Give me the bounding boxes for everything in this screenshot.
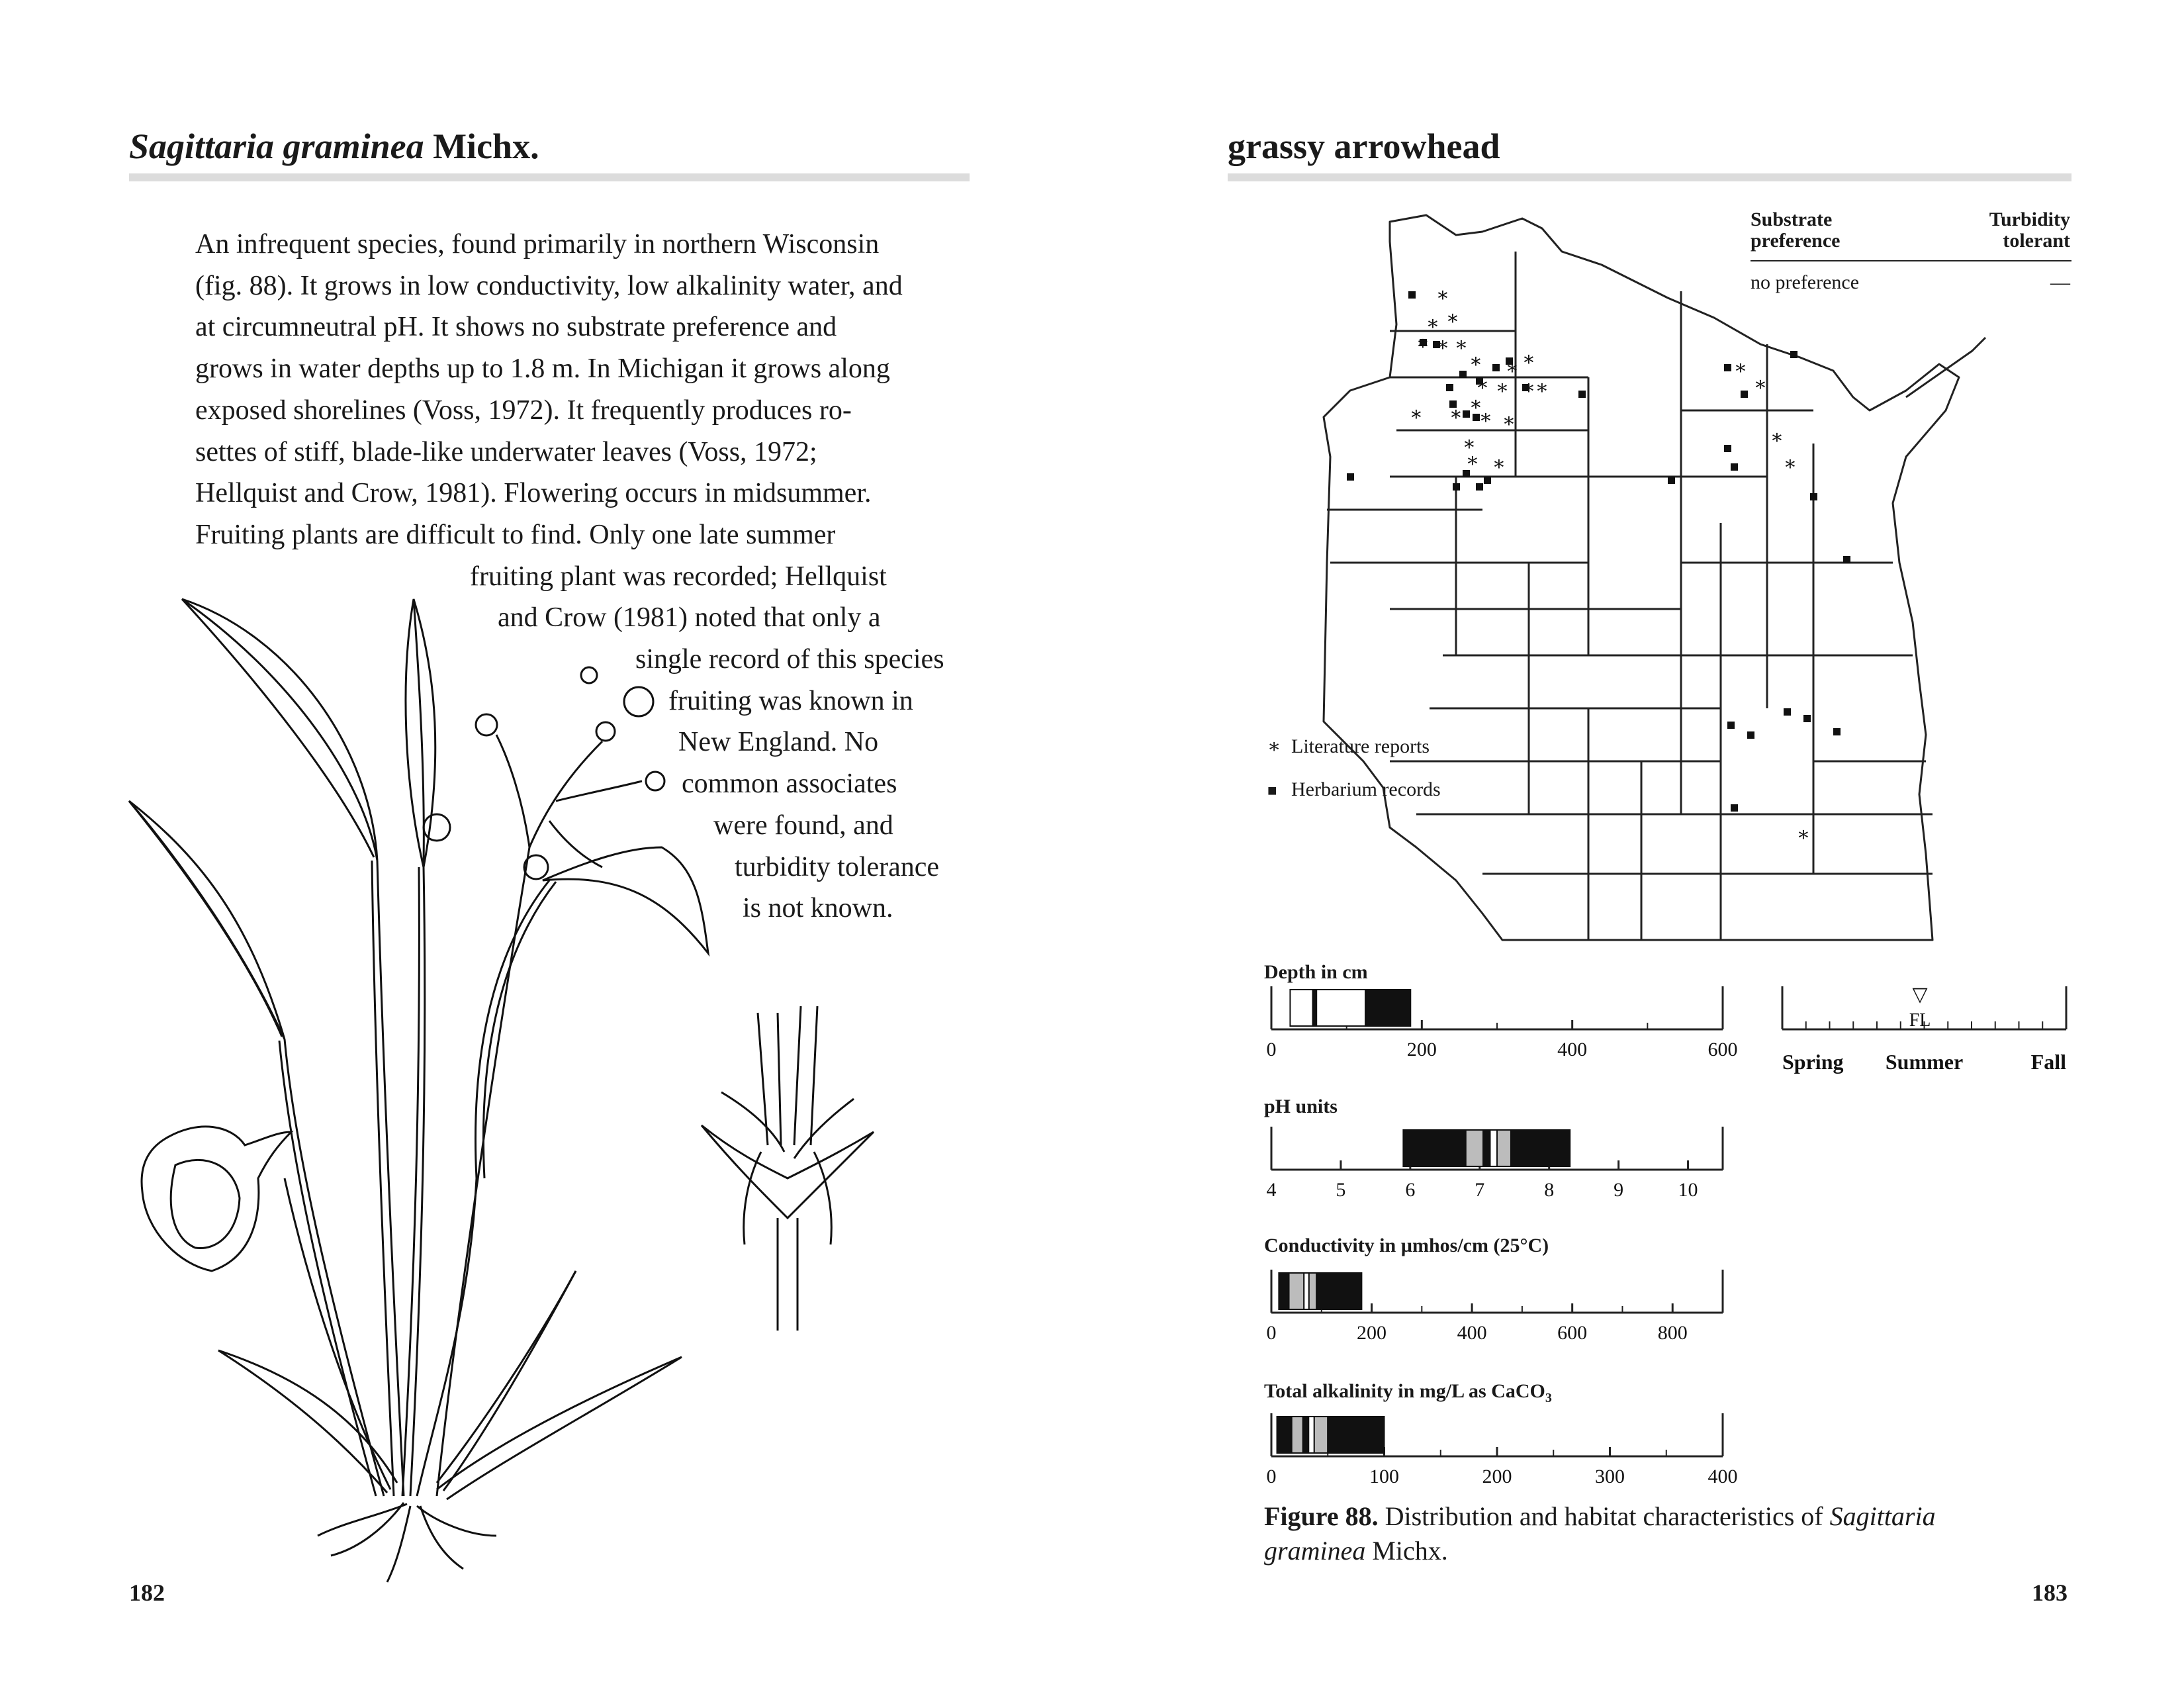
alkalinity-bar-segment [1328,1417,1384,1453]
caption-figure-number: Figure 88. [1264,1501,1379,1531]
alkalinity-tick-label: 100 [1369,1466,1399,1487]
svg-text:∗: ∗ [1469,350,1483,372]
svg-text:∗: ∗ [1492,453,1506,475]
alkalinity-tick-label: 0 [1266,1466,1277,1487]
svg-text:∗: ∗ [1469,393,1483,415]
ph-tick-label: 5 [1336,1179,1346,1201]
ph-tick-label: 8 [1544,1179,1555,1201]
flowering-marker: ▽ [1912,984,1928,1006]
ph-bar-segment [1403,1130,1465,1166]
page-number-left: 182 [129,1579,165,1606]
alkalinity-bar-segment [1303,1417,1309,1453]
description-line: grows in water depths up to 1.8 m. In Michigan it grows along [195,353,890,384]
svg-text:∗: ∗ [1505,357,1520,379]
description-line: settes of stiff, blade-like underwater leaves (Voss, 1972; [195,437,817,467]
svg-text:∗: ∗ [1454,334,1469,355]
conductivity-tick-label: 400 [1457,1322,1487,1344]
svg-text:∗: ∗ [1445,307,1460,329]
ph-bar-segment [1490,1130,1497,1166]
description-line: turbidity tolerance [735,852,940,882]
species-title-author: Michx. [424,126,539,166]
species-title-latin: Sagittaria graminea [129,126,424,166]
ph-tick-label: 9 [1614,1179,1624,1201]
legend-herbarium: ■ Herbarium records [1267,778,1441,800]
svg-text:∗: ∗ [1522,377,1536,399]
svg-text:∗: ∗ [1426,312,1440,334]
season-label-fall: Fall [2030,1050,2066,1074]
description-line: (fig. 88). It grows in low conductivity, low alkalinity water, and [195,271,903,301]
ph-tick-label: 10 [1678,1179,1698,1201]
svg-text:∗: ∗ [1502,410,1516,432]
conductivity-tick-label: 800 [1657,1322,1688,1344]
svg-text:∗: ∗ [1796,823,1811,845]
description-line: Fruiting plants are difficult to find. Only one late summer [195,520,836,550]
literature-symbol: ∗ [1267,735,1281,757]
conductivity-tick-label: 200 [1357,1322,1387,1344]
conductivity-chart-title: Conductivity in µmhos/cm (25°C) [1264,1235,1549,1256]
description-line: single record of this species [635,644,944,675]
ph-chart-title: pH units [1264,1096,1338,1117]
substrate-value: no preference [1751,271,1860,293]
svg-text:∗: ∗ [1409,403,1424,425]
alkalinity-bar-segment [1308,1417,1314,1453]
description-line: common associates [682,769,897,799]
ph-bar-segment [1483,1130,1490,1166]
conductivity-bar-segment [1309,1273,1316,1309]
svg-text:∗: ∗ [1465,449,1480,471]
description-line: New England. No [678,727,879,757]
flowering-label: FL [1909,1010,1931,1031]
depth-chart-title: Depth in cm [1264,961,1368,983]
svg-text:∗: ∗ [1733,357,1748,379]
conductivity-bar-segment [1289,1273,1304,1309]
alkalinity-bar-segment [1292,1417,1303,1453]
description-line: at circumneutral pH. It shows no substrate preference and [195,312,837,342]
depth-bar-segment [1290,990,1312,1026]
season-label-spring: Spring [1782,1050,1844,1074]
svg-text:∗: ∗ [1535,377,1549,399]
svg-text:∗: ∗ [1462,433,1477,455]
description-line: fruiting plant was recorded; Hellquist [470,561,887,592]
depth-tick-label: 600 [1707,1039,1738,1060]
conductivity-bar-segment [1279,1273,1289,1309]
alkalinity-tick-label: 300 [1595,1466,1625,1487]
season-label-summer: Summer [1885,1050,1964,1074]
ph-bar-segment [1497,1130,1511,1166]
description-line: An infrequent species, found primarily in northern Wisconsin [195,229,880,259]
description-line: were found, and [713,810,893,841]
alkalinity-chart-title: Total alkalinity in mg/L as CaCO$_3$ [1264,1380,1552,1405]
svg-text:∗: ∗ [1770,426,1784,448]
svg-text:∗: ∗ [1753,373,1768,395]
figure-caption: Figure 88. Distribution and habitat characteristics of Sagittaria graminea Michx. [1264,1501,1936,1566]
svg-text:∗: ∗ [1475,373,1490,395]
svg-text:∗: ∗ [1435,334,1450,355]
alkalinity-tick-label: 400 [1707,1466,1738,1487]
alkalinity-bar-segment [1277,1417,1292,1453]
alkalinity-bar-segment [1314,1417,1328,1453]
depth-tick-label: 400 [1557,1039,1588,1060]
svg-text:∗: ∗ [1435,284,1450,306]
description-line: is not known. [743,893,893,923]
ph-tick-label: 7 [1475,1179,1485,1201]
description-line: exposed shorelines (Voss, 1972). It frequently produces ro- [195,395,852,426]
svg-text:∗: ∗ [1783,453,1797,475]
common-name-title: grassy arrowhead [1228,126,1500,166]
svg-text:∗: ∗ [1522,348,1536,370]
conductivity-tick-label: 0 [1266,1322,1277,1344]
herbarium-symbol: ■ [1267,782,1277,800]
depth-bar-segment [1316,990,1365,1026]
svg-text:∗: ∗ [1495,377,1510,399]
conductivity-tick-label: 600 [1557,1322,1588,1344]
conductivity-bar-segment [1316,1273,1361,1309]
ph-tick-label: 6 [1405,1179,1416,1201]
description-line: and Crow (1981) noted that only a [498,602,881,633]
ph-bar-segment [1466,1130,1483,1166]
svg-text:∗: ∗ [1479,406,1493,428]
description-line: fruiting was known in [668,686,913,716]
depth-bar-segment [1365,990,1410,1026]
alkalinity-tick-label: 200 [1482,1466,1512,1487]
svg-text:∗: ∗ [1416,332,1430,354]
substrate-header: Substrate preference [1751,209,1841,252]
ph-tick-label: 4 [1266,1179,1277,1201]
conductivity-bar-segment [1304,1273,1309,1309]
legend-literature: ∗ Literature reports [1267,735,1430,757]
depth-tick-label: 0 [1266,1039,1277,1060]
turbidity-header: Turbidity tolerant [1989,209,2070,252]
svg-text:∗: ∗ [1449,403,1463,425]
description-line: Hellquist and Crow, 1981). Flowering occurs in midsummer. [195,478,872,508]
page-number-right: 183 [2032,1579,2068,1606]
ph-bar-segment [1511,1130,1570,1166]
depth-tick-label: 200 [1406,1039,1437,1060]
turbidity-value: — [2050,271,2070,293]
